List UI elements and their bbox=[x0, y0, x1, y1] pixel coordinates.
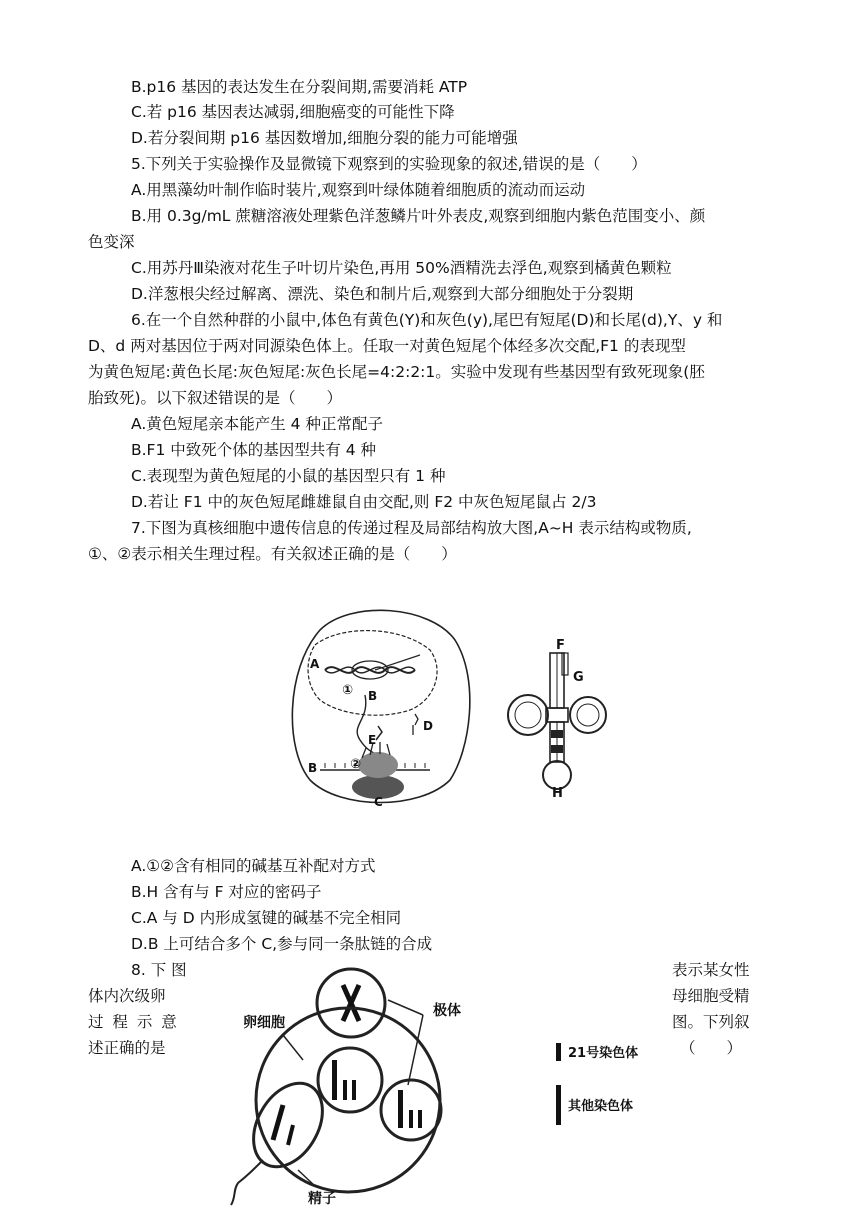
q6-stem-1: 6.在一个自然种群的小鼠中,体色有黄色(Y)和灰色(y),尾巴有短尾(D)和长尾(d),Y、y 和 bbox=[131, 311, 723, 329]
q8-stem-1b: 表示某女性 bbox=[672, 961, 750, 979]
q8-fig-sperm-label: 精子 bbox=[308, 1191, 336, 1207]
q6-option-a: A.黄色短尾亲本能产生 4 种正常配子 bbox=[131, 415, 383, 433]
q6-stem-3: 为黄色短尾:黄色长尾:灰色短尾:灰色长尾=4:2:2:1。实验中发现有些基因型有致死现象(胚 bbox=[88, 363, 705, 381]
q4-option-d: D.若分裂间期 p16 基因数增加,细胞分裂的能力可能增强 bbox=[131, 129, 518, 147]
q8-fig-polar-label: 极体 bbox=[433, 1003, 461, 1019]
q6-option-c: C.表现型为黄色短尾的小鼠的基因型只有 1 种 bbox=[131, 467, 446, 485]
q6-option-d: D.若让 F1 中的灰色短尾雌雄鼠自由交配,则 F2 中灰色短尾鼠占 2/3 bbox=[131, 493, 597, 511]
q6-stem-2: D、d 两对基因位于两对同源染色体上。任取一对黄色短尾个体经多次交配,F1 的表现型 bbox=[88, 337, 686, 355]
q8-stem-3b: 图。下列叙 bbox=[672, 1013, 750, 1031]
q8-stem-4b: （ ） bbox=[680, 1039, 743, 1057]
q8-fig-egg-label: 卵细胞 bbox=[243, 1015, 285, 1031]
q8-stem-1a: 8. 下 图 bbox=[131, 961, 187, 979]
q7-option-c: C.A 与 D 内形成氢键的碱基不完全相同 bbox=[131, 909, 402, 927]
q8-stem-2a: 体内次级卵 bbox=[88, 987, 166, 1005]
q7-stem-2: ①、②表示相关生理过程。有关叙述正确的是（ ） bbox=[88, 545, 457, 563]
q6-option-b: B.F1 中致死个体的基因型共有 4 种 bbox=[131, 441, 376, 459]
q7-fig-label-e: E bbox=[368, 733, 377, 747]
q8-stem-3a: 过 程 示 意 bbox=[88, 1013, 179, 1031]
q7-stem-1: 7.下图为真核细胞中遗传信息的传递过程及局部结构放大图,A~H 表示结构或物质, bbox=[131, 519, 692, 537]
q7-option-a: A.①②含有相同的碱基互补配对方式 bbox=[131, 857, 376, 875]
q8-stem-2b: 母细胞受精 bbox=[672, 987, 750, 1005]
q4-option-b: B.p16 基因的表达发生在分裂间期,需要消耗 ATP bbox=[131, 78, 468, 96]
q7-fig-label-g: G bbox=[573, 670, 584, 685]
q7-trna-diagram bbox=[500, 635, 610, 800]
q5-option-d: D.洋葱根尖经过解离、漂洗、染色和制片后,观察到大部分细胞处于分裂期 bbox=[131, 285, 634, 303]
q5-option-a: A.用黑藻幼叶制作临时装片,观察到叶绿体随着细胞质的流动而运动 bbox=[131, 181, 586, 199]
q7-fig-label-process1: ① bbox=[342, 683, 354, 698]
q5-option-b: B.用 0.3g/mL 蔗糖溶液处理紫色洋葱鳞片叶外表皮,观察到细胞内紫色范围变小、颜 bbox=[131, 207, 706, 225]
q6-stem-4: 胎致死)。以下叙述错误的是（ ） bbox=[88, 389, 343, 407]
q7-option-d: D.B 上可结合多个 C,参与同一条肽链的合成 bbox=[131, 935, 433, 953]
q4-option-c: C.若 p16 基因表达减弱,细胞癌变的可能性下降 bbox=[131, 103, 455, 121]
q8-stem-4a: 述正确的是 bbox=[88, 1039, 166, 1057]
q7-fig-label-b: B bbox=[368, 689, 378, 703]
q8-fig-chr21-legend: 21号染色体 bbox=[568, 1046, 639, 1061]
q7-fig-label-h: H bbox=[552, 786, 563, 801]
q5-option-c: C.用苏丹Ⅲ染液对花生子叶切片染色,再用 50%酒精洗去浮色,观察到橘黄色颗粒 bbox=[131, 259, 672, 277]
q8-fertilization-diagram bbox=[228, 965, 658, 1210]
q7-fig-label-f: F bbox=[556, 638, 565, 653]
q7-fig-label-d: D bbox=[423, 719, 433, 733]
q8-fig-other-legend: 其他染色体 bbox=[568, 1099, 634, 1114]
q7-option-b: B.H 含有与 F 对应的密码子 bbox=[131, 883, 322, 901]
q7-cell-diagram bbox=[280, 600, 480, 810]
q7-fig-label-process2: ② bbox=[350, 757, 362, 772]
q7-fig-label-a: A bbox=[310, 657, 320, 671]
q7-fig-label-b2: B bbox=[308, 761, 318, 775]
q5-option-b-cont: 色变深 bbox=[88, 233, 135, 251]
q5-stem: 5.下列关于实验操作及显微镜下观察到的实验现象的叙述,错误的是（ ） bbox=[131, 155, 647, 173]
q7-fig-label-c: C bbox=[374, 795, 383, 809]
